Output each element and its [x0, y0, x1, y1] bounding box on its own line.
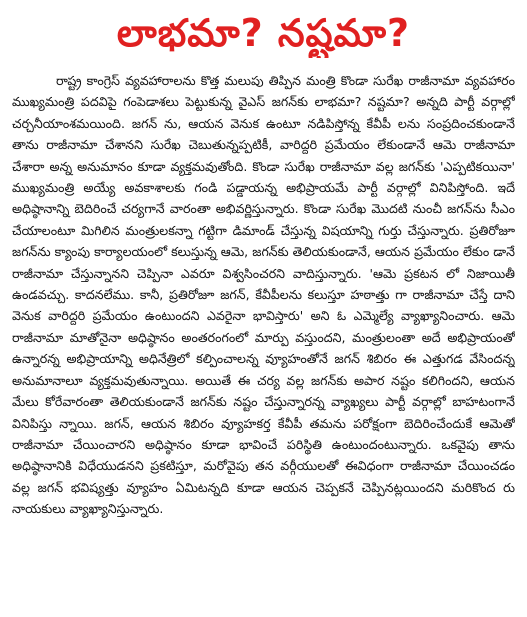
article-body: రాష్ట్ర కాంగ్రెస్ వ్యవహారాలను కొత్త మలుపు తిప్పిన మంత్రి కొండా సురేఖ రాజీనామా వ్యవహారం ముఖ్యమంత్రి పదవిపై గంపెడాశలు పెట్టుకున్న వైఎస్ జగన్‌కు లాభమా? నష్టమా? అన్నది పార్టీ వర్గాల్లో చర్చనీయాంశమయింది. జగన్ ను, ఆయన వెనుక ఉంటూ నడిపిస్తోన్న కేవీపీ లను సంప్రదించకుండానే తాను రాజీనామా చేశానని సురేఖ చెబుతున్నప్పటికీ, వారిద్దరి ప్రమేయం లేకుండానే ఆమె రాజీనామా చేశారా అన్న అనుమానం కూడా వ్యక్తమవుతోంది. కొండా సురేఖ రాజీనామా వల్ల జగన్‌కు 'ఎప్పటికయినా' ముఖ్యమంత్రి అయ్యే అవకాశాలకు గండి పడ్డాయన్న అభిప్రాయమే పార్టీ వర్గాల్లో వినిపిస్తోంది. ఇదే అధిష్ఠానాన్ని బెదిరించే చర్యగానే వారంతా అభివర్ణిస్తున్నారు. కొండా సురేఖ మొదటి నుంచీ జగన్‌ను సీఎం చేయాలంటూ మిగిలిన మంత్రులకన్నా గట్టిగా డిమాండ్ చేస్తున్న విషయాన్ని గుర్తు చేస్తున్నారు. ప్రతిరోజూ జగన్‌ను క్యాంపు కార్యాలయంలో కలుస్తున్న ఆమె, జగన్‌కు తెలియకుండానే, ఆయన ప్రమేయం లేకుం డానే రాజీనామా చేస్తున్నానని చెప్పినా ఎవరూ విశ్వసించరని వాదిస్తున్నారు. 'ఆమె ప్రకటన లో నిజాయితీ ఉండవచ్చు. కాదనలేము. కానీ, ప్రతిరోజూ జగన్, కేవీపీలను కలుస్తూ హఠాత్తు గా రాజీనామా చేస్తే దాని వెనుక వారిద్దరి ప్రమేయం ఉంటుందని ఎవరైనా భావిస్తారు' అని ఓ ఎమ్మెల్యే వ్యాఖ్యానించారు. ఆమె రాజీనామా మాతోనైనా అధిష్ఠానం అంతరంగంలో మార్పు వస్తుందని, మంత్రులంతా అదే అభిప్రాయంతో ఉన్నారన్న అభిప్రాయాన్ని అధినేత్రిలో కల్పించాలన్న వ్యూహంతోనే జగన్ శిబిరం ఈ ఎత్తుగడ వేసిందన్న అనుమానాలూ వ్యక్తమవుతున్నాయి. అయితే ఈ చర్య వల్ల జగన్‌కు అపార నష్టం కలిగిందని, ఆయన మేలు కోరేవారంతా తెలియకుండానే జగన్‌కు నష్టం చేస్తున్నారన్న వ్యాఖ్యలు పార్టీ వర్గాల్లో బాహటంగానే వినిపిస్తు న్నాయి. జగన్, ఆయన శిబిరం వ్యూహకర్త కేవీపీ తమను పరోక్షంగా బెదిరించేందుకే ఆమెతో రాజీనామా చేయించారని అధిష్ఠానం కూడా భావించే పరిస్థితి ఉంటుందంటున్నారు. ఒకవైపు తాను అధిష్ఠానానికి విధేయుడనని ప్రకటిస్తూ, మరోవైపు తన వర్గీయులతో ఈవిధంగా రాజీనామా చేయించడం వల్ల జగన్ భవిష్యత్తు వ్యూహం ఏమిటన్నది కూడా ఆయన చెప్పకనే చెప్పినట్లయిందని మరికొంద రు నాయకులు వ్యాఖ్యానిస్తున్నారు.: [12, 73, 515, 517]
article-headline: లాభమా? నష్టమా?: [116, 11, 411, 55]
